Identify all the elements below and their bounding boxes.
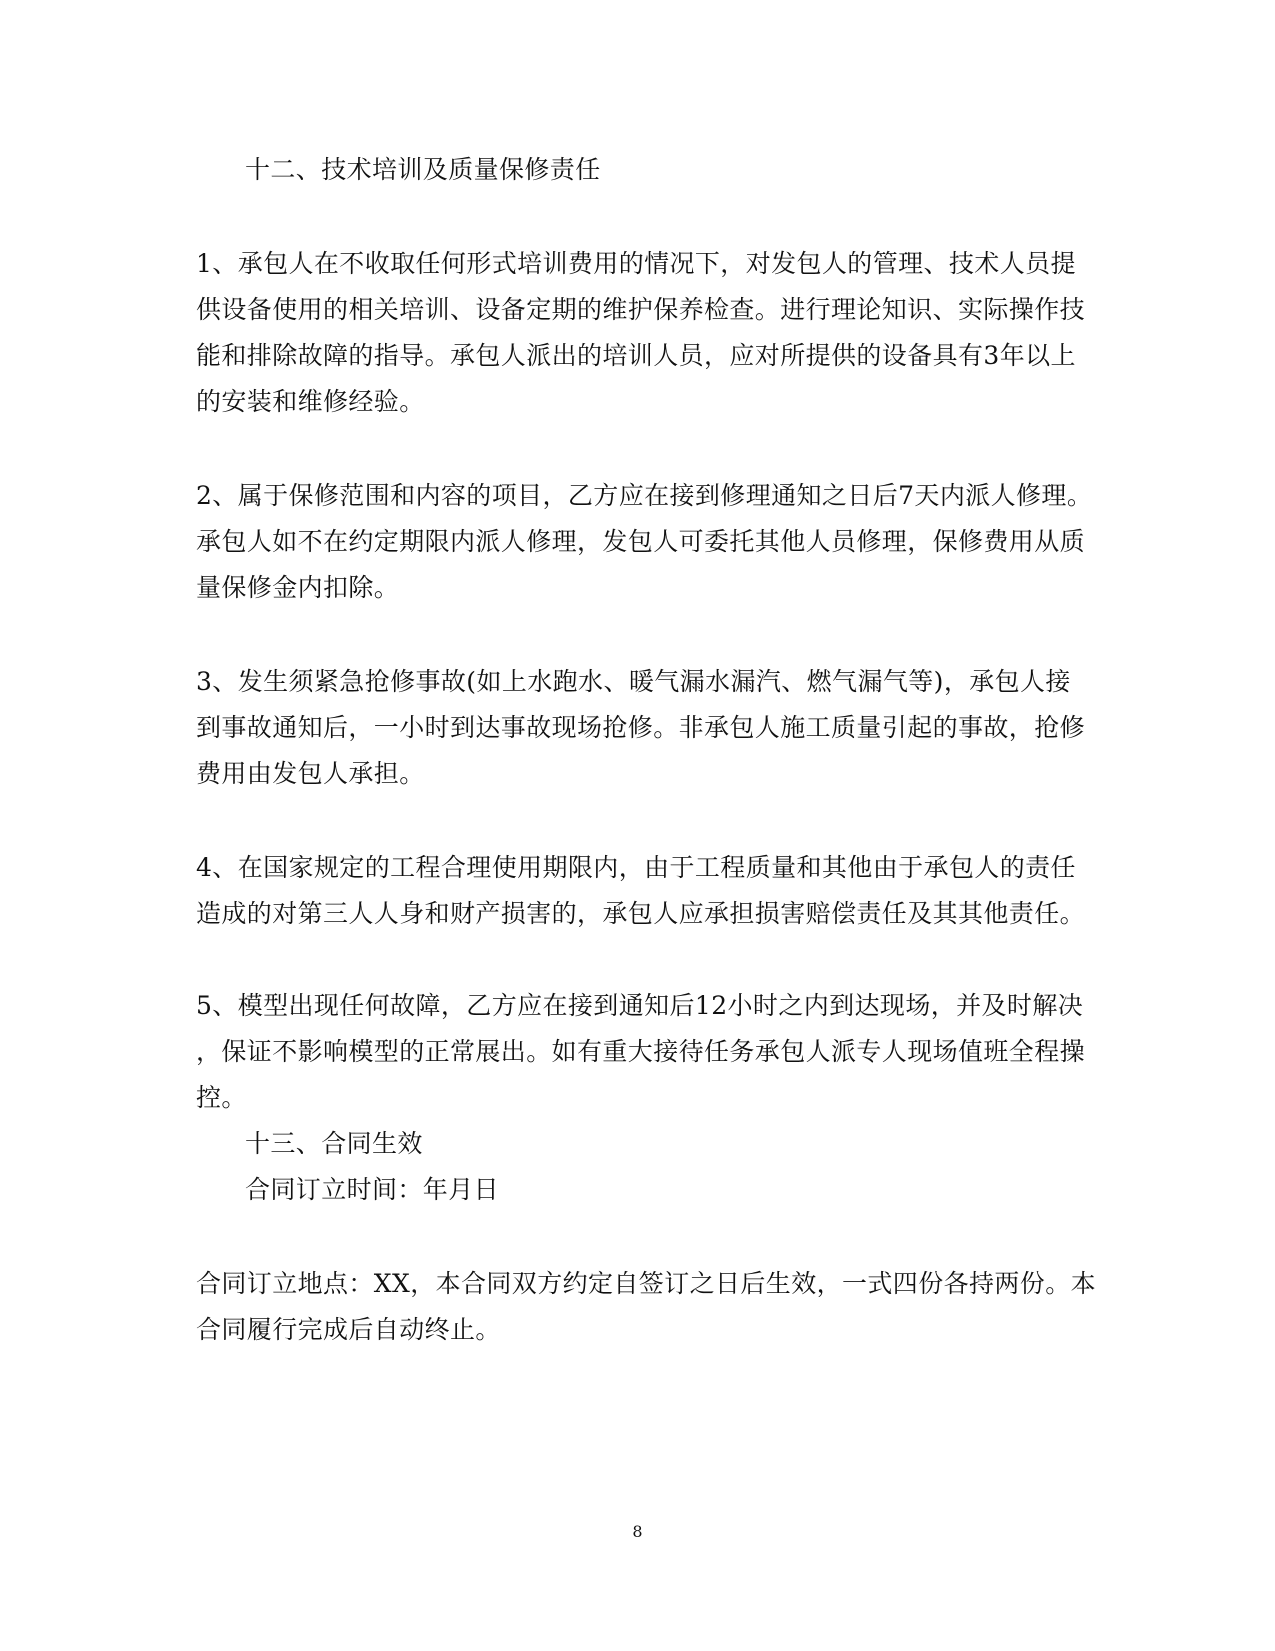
paragraph-line: 控。 <box>196 1083 247 1112</box>
paragraph-line: 造成的对第三人人身和财产损害的，承包人应承担损害赔偿责任及其其他责任。 <box>196 899 1086 928</box>
page-number: 8 <box>632 1522 643 1541</box>
paragraph-line: 2、属于保修范围和内容的项目，乙方应在接到修理通知之日后7天内派人修理。 <box>196 481 1093 510</box>
paragraph-line: 承包人如不在约定期限内派人修理，发包人可委托其他人员修理，保修费用从质 <box>196 527 1086 556</box>
paragraph-line: 供设备使用的相关培训、设备定期的维护保养检查。进行理论知识、实际操作技 <box>196 295 1086 324</box>
paragraph-line: 3、发生须紧急抢修事故(如上水跑水、暖气漏水漏汽、燃气漏气等)，承包人接 <box>196 667 1071 696</box>
paragraph-line: 到事故通知后，一小时到达事故现场抢修。非承包人施工质量引起的事故，抢修 <box>196 713 1086 742</box>
paragraph-line: 合同履行完成后自动终止。 <box>196 1315 501 1344</box>
section-heading-13: 十三、合同生效 <box>245 1129 423 1158</box>
paragraph-line: ，保证不影响模型的正常展出。如有重大接待任务承包人派专人现场值班全程操 <box>196 1037 1086 1066</box>
paragraph-line: 量保修金内扣除。 <box>196 573 400 602</box>
paragraph-line: 4、在国家规定的工程合理使用期限内，由于工程质量和其他由于承包人的责任 <box>196 853 1076 882</box>
paragraph-line: 5、模型出现任何故障，乙方应在接到通知后12小时之内到达现场，并及时解决 <box>196 991 1084 1020</box>
paragraph-line: 费用由发包人承担。 <box>196 759 425 788</box>
contract-time: 合同订立时间：年月日 <box>245 1175 500 1204</box>
paragraph-line: 能和排除故障的指导。承包人派出的培训人员，应对所提供的设备具有3年以上 <box>196 341 1076 370</box>
paragraph-line: 1、承包人在不收取任何形式培训费用的情况下，对发包人的管理、技术人员提 <box>196 249 1076 278</box>
paragraph-line: 合同订立地点：XX，本合同双方约定自签订之日后生效，一式四份各持两份。本 <box>196 1269 1096 1298</box>
section-heading-12: 十二、技术培训及质量保修责任 <box>245 155 601 184</box>
paragraph-line: 的安装和维修经验。 <box>196 387 425 416</box>
